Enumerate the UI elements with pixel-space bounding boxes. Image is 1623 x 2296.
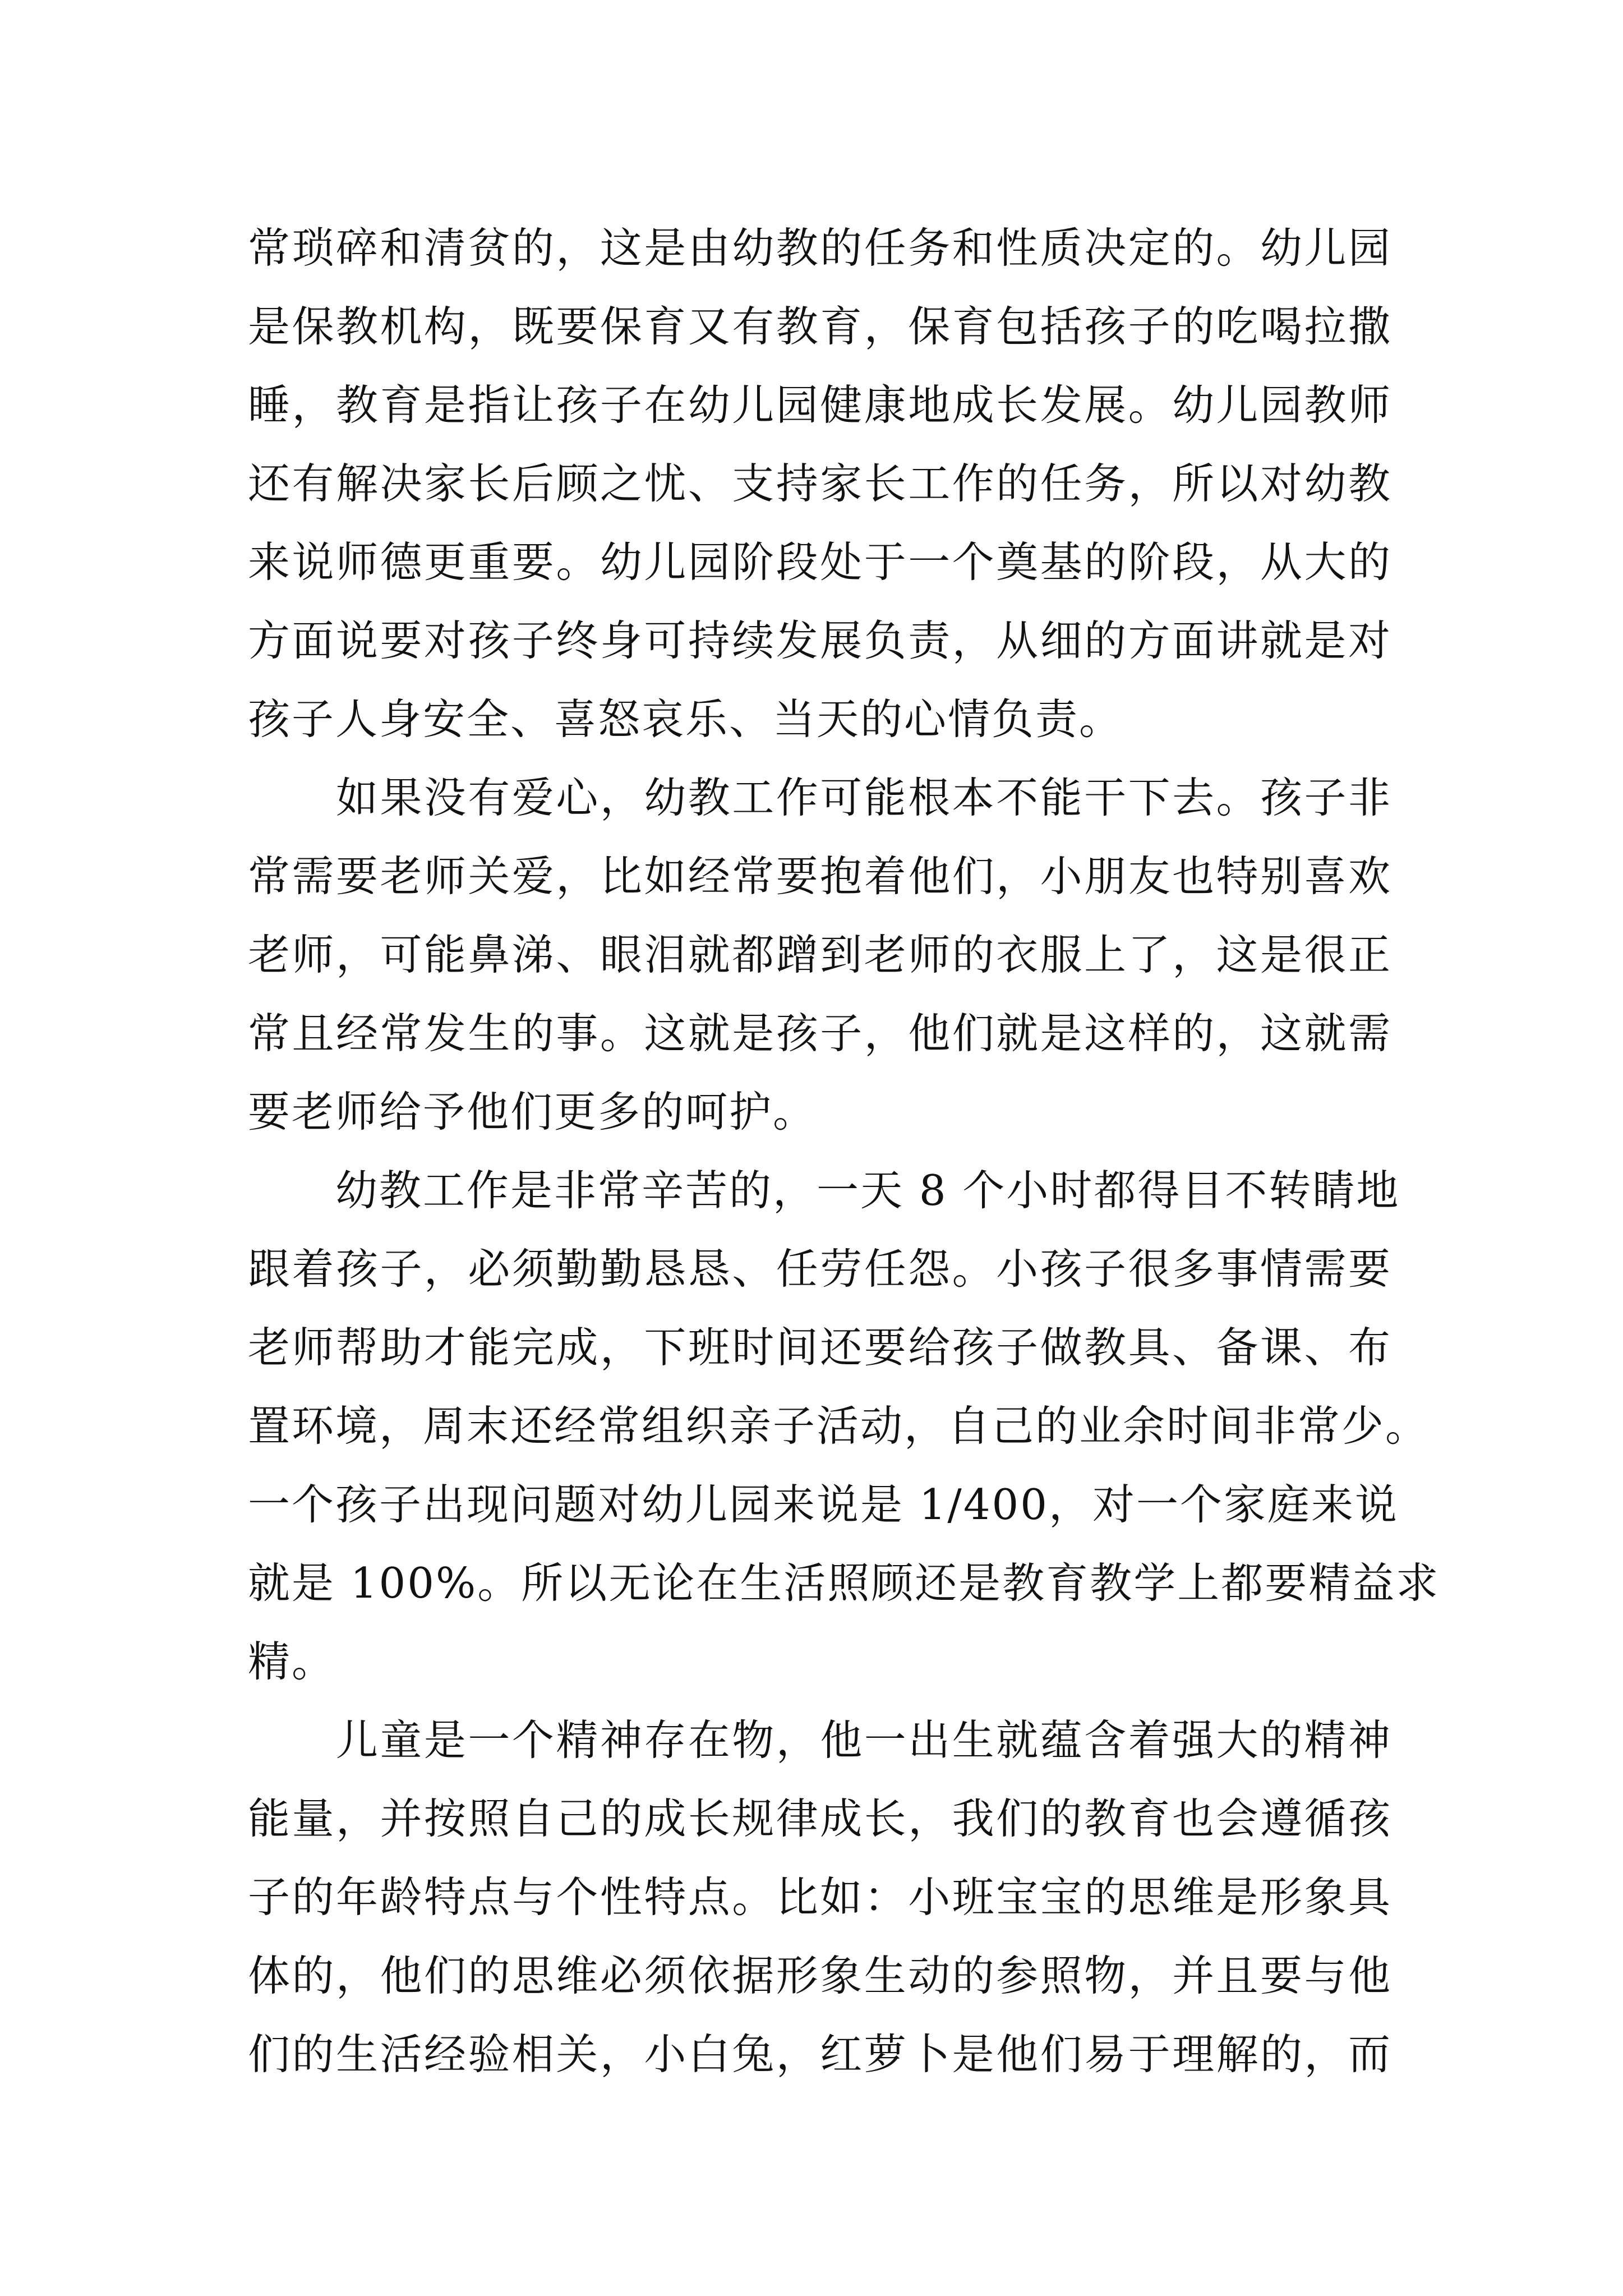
text-line: 们的生活经验相关，小白兔，红萝卜是他们易于理解的，而	[248, 2030, 1392, 2079]
text-line: 常需要老师关爱，比如经常要抱着他们，小朋友也特别喜欢	[248, 852, 1392, 901]
text-line: 老师，可能鼻涕、眼泪就都蹭到老师的衣服上了，这是很正	[248, 930, 1392, 979]
text-line: 睡，教育是指让孩子在幼儿园健康地成长发展。幼儿园教师	[248, 380, 1392, 430]
text-line: 幼教工作是非常辛苦的，一天 8 个小时都得目不转睛地	[248, 1166, 1400, 1215]
text-line: 常且经常发生的事。这就是孩子，他们就是这样的，这就需	[248, 1009, 1392, 1058]
text-line: 精。	[248, 1637, 336, 1686]
text-line: 要老师给予他们更多的呵护。	[248, 1087, 817, 1137]
text-line: 儿童是一个精神存在物，他一出生就蕴含着强大的精神	[248, 1715, 1392, 1765]
text-line: 方面说要对孩子终身可持续发展负责，从细的方面讲就是对	[248, 616, 1392, 665]
text-line: 子的年龄特点与个性特点。比如：小班宝宝的思维是形象具	[248, 1872, 1392, 1922]
paragraph-2	[248, 758, 1392, 1151]
text-line: 如果没有爱心，幼教工作可能根本不能干下去。孩子非	[248, 773, 1392, 822]
paragraph-3	[248, 1151, 1440, 1701]
body-text	[248, 209, 1440, 2093]
text-line: 是保教机构，既要保育又有教育，保育包括孩子的吃喝拉撒	[248, 302, 1392, 351]
text-line: 孩子人身安全、喜怒哀乐、当天的心情负责。	[248, 694, 1123, 744]
text-line: 一个孩子出现问题对幼儿园来说是 1/400，对一个家庭来说	[248, 1480, 1399, 1529]
text-line: 就是 100%。所以无论在生活照顾还是教育教学上都要精益求	[248, 1558, 1440, 1608]
text-line: 来说师德更重要。幼儿园阶段处于一个奠基的阶段，从大的	[248, 537, 1392, 587]
text-line: 能量，并按照自己的成长规律成长，我们的教育也会遵循孩	[248, 1794, 1392, 1843]
text-line: 老师帮助才能完成，下班时间还要给孩子做教具、备课、布	[248, 1323, 1392, 1372]
text-line: 还有解决家长后顾之忧、支持家长工作的任务，所以对幼教	[248, 459, 1392, 508]
text-line: 置环境，周末还经常组织亲子活动，自己的业余时间非常少。	[248, 1401, 1430, 1451]
paragraph-4	[248, 1701, 1392, 2093]
text-line: 体的，他们的思维必须依据形象生动的参照物，并且要与他	[248, 1951, 1392, 2000]
text-line: 常琐碎和清贫的，这是由幼教的任务和性质决定的。幼儿园	[248, 223, 1392, 273]
text-line: 跟着孩子，必须勤勤恳恳、任劳任怨。小孩子很多事情需要	[248, 1244, 1392, 1294]
paragraph-1	[248, 209, 1392, 758]
